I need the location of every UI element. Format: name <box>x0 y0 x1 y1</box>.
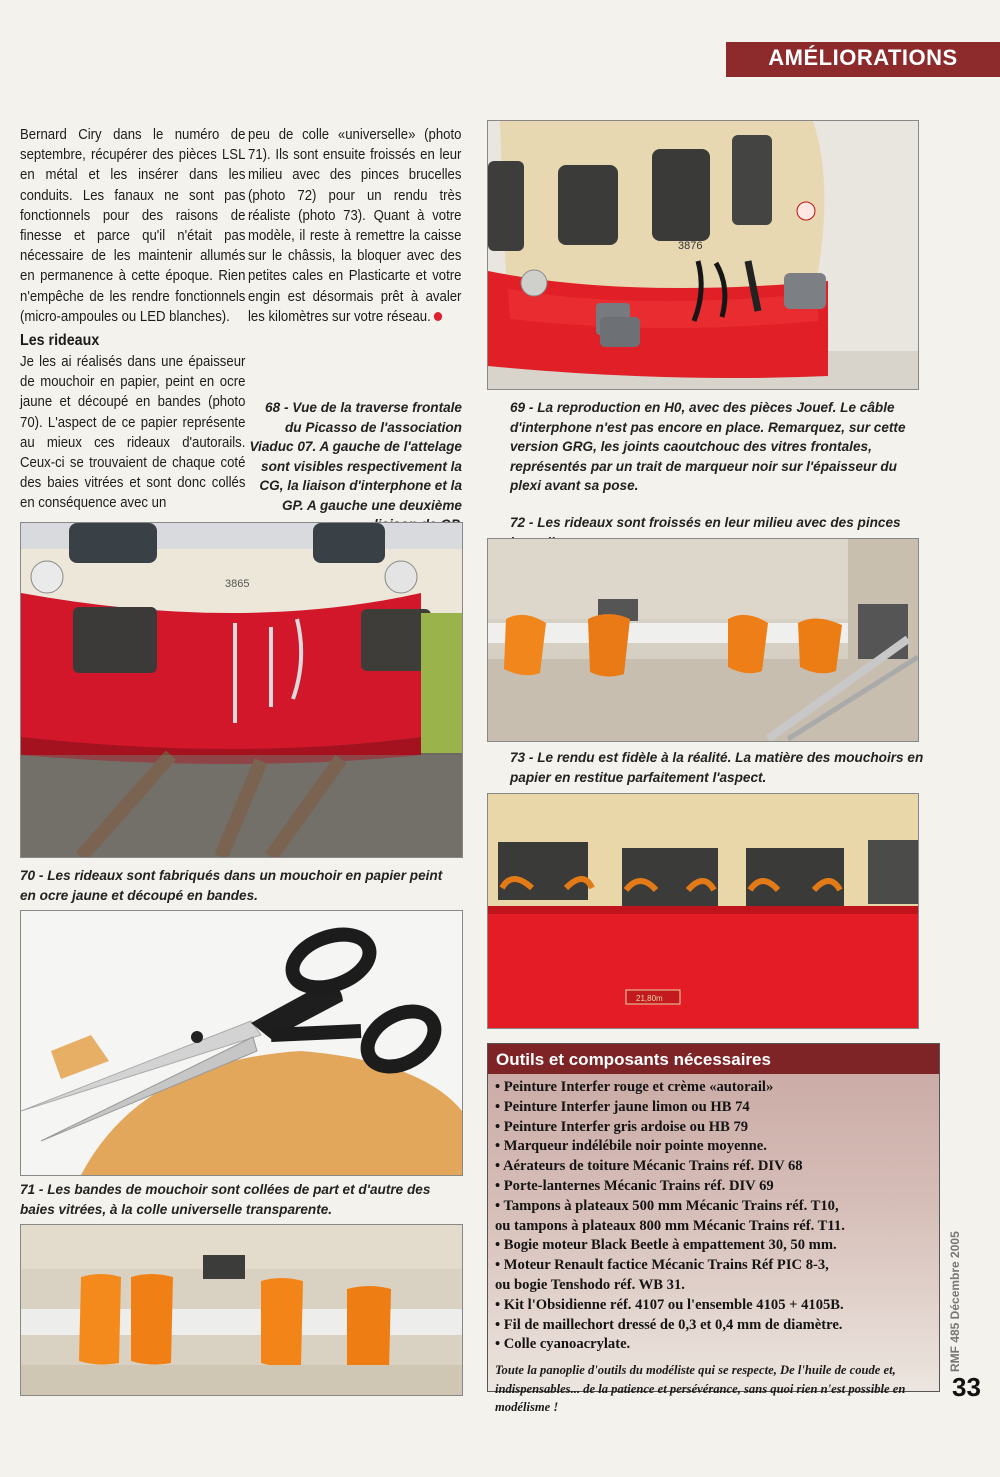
caption-73: 73 - Le rendu est fidèle à la réalité. La matière des mouchoirs en papier en restitue parfaitement l'aspect. <box>510 750 924 785</box>
caption-70: 70 - Les rideaux sont fabriqués dans un mouchoir en papier peint en ocre jaune et découpé en bandes. <box>20 868 443 903</box>
model-front-illustration <box>488 121 918 389</box>
photo-71-curtains-glued <box>20 1224 463 1396</box>
tools-box-title: Outils et composants nécessaires <box>488 1044 939 1074</box>
section-heading: Les rideaux <box>20 332 100 349</box>
caption-68-block <box>246 398 462 535</box>
tools-list-item: • Moteur Renault factice Mécanic Trains Réf PIC 8-3, <box>495 1257 829 1274</box>
curtains-glued-illustration <box>21 1225 462 1395</box>
railcar-illustration <box>21 523 462 857</box>
tools-list-item: • Marqueur indélébile noir pointe moyenne. <box>495 1138 767 1155</box>
photo-69-model-front <box>487 120 919 390</box>
section-header: AMÉLIORATIONS <box>726 42 1000 74</box>
tools-list-item: • Peinture Interfer jaune limon ou HB 74 <box>495 1098 750 1115</box>
caption-69: 69 - La reproduction en H0, avec des pièces Jouef. Le câble d'interphone n'est pas encore en place. Remarquez, sur cette version GRG, les joints caoutchouc des vitres frontales, représentés par un trait de marqueur noir sur l'épaisseur du plexi avant sa pose. <box>510 400 906 493</box>
photo-70-scissors-paper <box>20 910 463 1176</box>
tools-list-item: • Tampons à plateaux 500 mm Mécanic Trains réf. T10, <box>495 1197 839 1214</box>
issue-label: RMF 485 Décembre 2005 <box>948 1231 962 1372</box>
caption-72: 72 - Les rideaux sont froissés en leur milieu avec des pinces <box>510 515 901 530</box>
caption-71-block <box>20 1180 461 1219</box>
side-plate-label: 21,80m <box>636 994 663 1003</box>
caption-71: 71 - Les bandes de mouchoir sont collées de part et d'autre des baies vitrées, à la colle universelle transparente. <box>20 1182 431 1217</box>
rideaux-paragraph: Je les ai réalisés dans une épaisseur de mouchoir en papier, peint en ocre jaune et découpé en bandes (photo 70). L'aspect de ce papier représente au mieux ces rideaux d'autorails. Ceux-ci se trouvaient de chaque coté des baies vitrées et sont donc collés en conséquence avec un <box>20 354 246 512</box>
tools-list-item: • Colle cyanoacrylate. <box>495 1336 631 1353</box>
photo-68-real-railcar <box>20 522 463 858</box>
tools-list-item: • Peinture Interfer gris ardoise ou HB 79 <box>495 1118 749 1135</box>
tools-list-item: • Bogie moteur Black Beetle à empattement 30, 50 mm. <box>495 1237 837 1254</box>
header-rule <box>726 74 1000 77</box>
tools-note: Toute la panoplie d'outils du modéliste qui se respecte, De l'huile de coude et, indispensables... de la patience et persévérance, sans quoi rien n'est possible en modélisme ! <box>495 1363 906 1415</box>
tools-list-item: • Kit l'Obsidienne réf. 4107 ou l'ensemble 4105 + 4105B. <box>495 1296 844 1313</box>
model-number-label: 3876 <box>678 240 703 252</box>
tools-list <box>488 1078 939 1355</box>
tools-list-item: ou tampons à plateaux 800 mm Mécanic Trains réf. T11. <box>495 1217 845 1234</box>
caption-73-block <box>510 748 930 787</box>
intro-paragraph-2 <box>248 125 461 327</box>
section-rideaux <box>20 332 265 514</box>
intro-column-1 <box>20 125 274 327</box>
tools-box <box>487 1043 940 1415</box>
railcar-number-label: 3865 <box>225 578 250 590</box>
page-number: 33 <box>952 1372 981 1402</box>
end-mark-icon <box>434 312 442 321</box>
tools-list-item: • Aérateurs de toiture Mécanic Trains réf. DIV 68 <box>495 1158 803 1175</box>
side-view-illustration <box>488 794 918 1028</box>
tools-list-item: • Peinture Interfer rouge et crème «autorail» <box>495 1079 774 1095</box>
intro-paragraph-1: Bernard Ciry dans le numéro de septembre, récupérer des pièces LSL en métal et les insérer dans les conduits. Les fanaux ne sont pas fonctionnels pour des raisons de finesse et parce qu'il n'était pas nécessaire de les maintenir allumés en permanence à cette époque. Rien n'empêche de les rendre fonctionnels (micro-ampoules ou LED blanches). <box>20 127 246 325</box>
intro-paragraph-2-text: peu de colle «universelle» (photo 71). Ils sont ensuite froissés en leur milieu avec des pinces brucelles (photo 72) pour un rendu très réaliste (photo 73). Quant à votre modèle, il reste à remettre la caisse sur le châssis, la bloquer avec des petites cales en Plasticarte et votre engin est désormais prêt à avaler les kilomètres sur votre réseau. <box>248 127 462 325</box>
curtains-tweezers-illustration <box>488 539 918 741</box>
caption-69-block <box>510 398 930 496</box>
caption-68: 68 - Vue de la traverse frontale du Picasso de l'association Viaduc 07. A gauche de l'attelage sont visibles respectivement la CG, la liaison d'interphone et la GP. A gauche une deuxième <box>249 400 462 513</box>
scissors-illustration <box>21 911 462 1175</box>
caption-70-block <box>20 866 461 905</box>
photo-73-side-view <box>487 793 919 1029</box>
photo-72-curtains-tweezers <box>487 538 919 742</box>
intro-column-2 <box>248 125 502 327</box>
tools-list-item: • Porte-lanternes Mécanic Trains réf. DIV 69 <box>495 1177 774 1194</box>
tools-list-item: ou bogie Tenshodo réf. WB 31. <box>495 1276 685 1293</box>
tools-list-item: • Fil de maillechort dressé de 0,3 et 0,4 mm de diamètre. <box>495 1316 843 1333</box>
